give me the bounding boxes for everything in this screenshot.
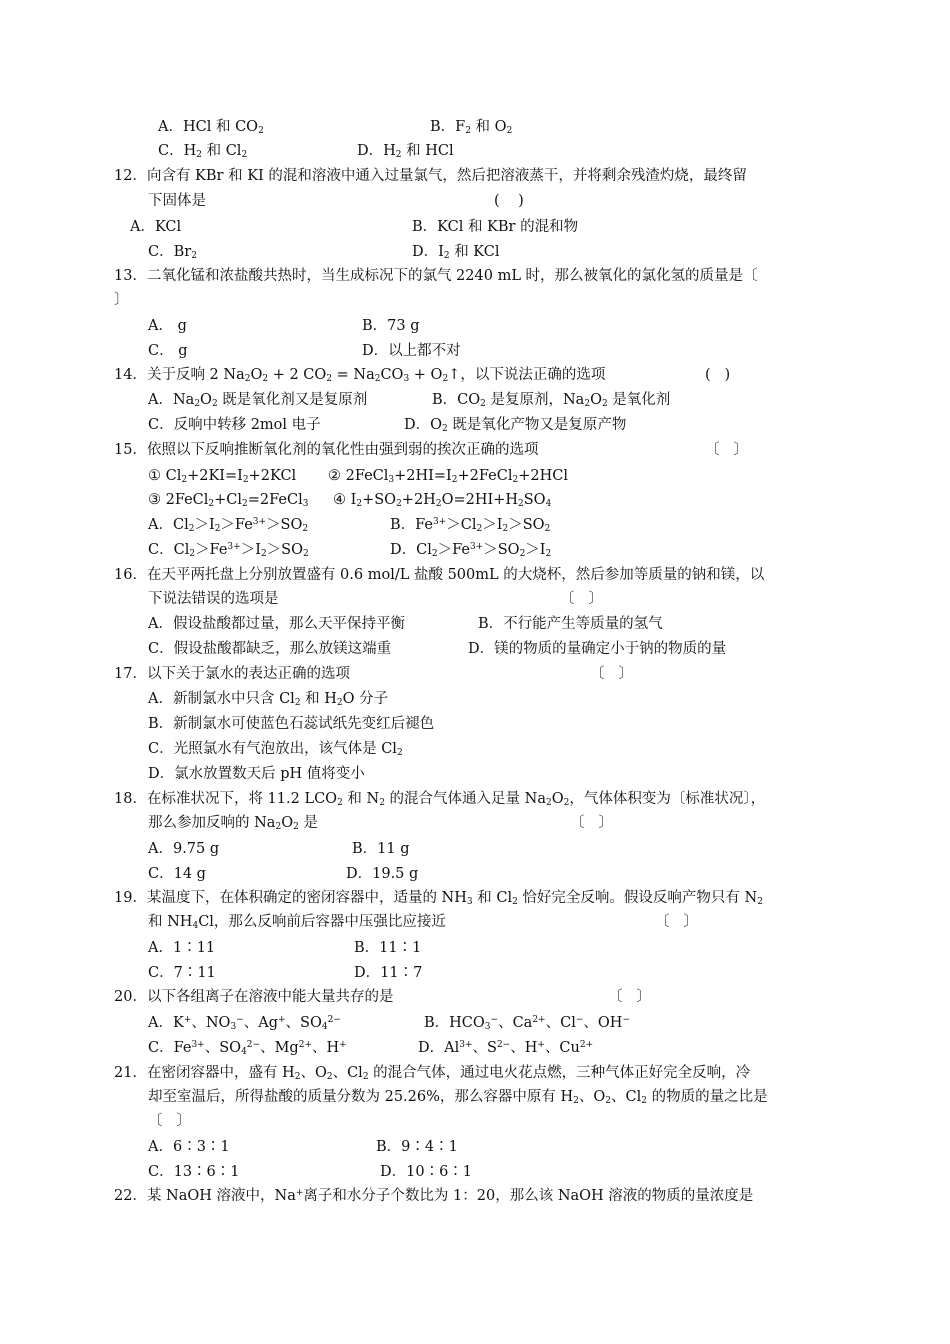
text-line: ( ): [705, 367, 731, 383]
text-line: D．镁的物质的量确定小于钠的物质的量: [468, 641, 727, 657]
text-line: B．73 g: [362, 318, 420, 334]
text-line: 〔 〕: [705, 442, 748, 458]
text-line: 〕: [114, 292, 129, 308]
text-line: C．14 g: [148, 866, 206, 882]
text-line: 15．依照以下反响推断氧化剂的氧化性由强到弱的挨次正确的选项: [114, 442, 539, 458]
text-line: A． g: [148, 318, 187, 334]
text-line: 〔 〕: [148, 1113, 191, 1129]
text-line: C．反响中转移 2mol 电子: [148, 417, 321, 433]
text-line: A．$Cl_2>I_2>Fe^{3+}>SO_2$: [148, 517, 309, 534]
text-line: A．HCl 和 $CO_2$: [158, 119, 264, 136]
text-line: B．$Fe^{3+}>Cl_2>I_2>SO_2$: [390, 517, 551, 534]
text-line: C．13∶6∶1: [148, 1164, 240, 1180]
text-line: 那么参加反响的 $Na_2O_2$ 是: [148, 815, 318, 832]
text-line: ① $Cl_2+2KI=I_2+2KCl$: [148, 468, 297, 485]
text-line: 〔 〕: [570, 815, 613, 831]
text-line: 14．关于反响 2 $Na_2O_2 + 2$ $CO_2 = Na_2CO_3$ + $O_2↑$，以下说法正确的选项: [114, 367, 606, 384]
text-line: 〔 〕: [655, 914, 698, 930]
text-line: C．7∶11: [148, 965, 216, 981]
text-line: C．光照氯水有气泡放出，该气体是 $Cl_2$: [148, 741, 403, 758]
text-line: ④ $I_2+SO_2+2H_2O=2HI+H_2SO_4$: [333, 492, 552, 509]
text-line: 18．在标准状况下，将 11.2 $LCO_2$ 和 $N_2$ 的混合气体通入足量 $Na_2O_2$，气体体积变为〔标准状况〕，: [114, 791, 766, 808]
text-line: A．假设盐酸都过量，那么天平保持平衡: [148, 616, 405, 632]
text-line: C．$Br_2$: [148, 244, 197, 261]
text-line: 〔 〕: [608, 989, 651, 1005]
text-line: A．9.75 g: [148, 841, 220, 857]
text-line: 和 $NH_4Cl$，那么反响前后容器中压强比应接近: [148, 914, 446, 931]
text-line: D．19.5 g: [346, 866, 419, 882]
text-line: B．$CO_2$ 是复原剂，$Na_2O_2$ 是氧化剂: [432, 392, 671, 409]
text-line: A．KCl: [130, 219, 182, 235]
text-line: C．$Fe^{3+}$、$SO_4^{2-}$、$Mg^{2+}$、H+: [148, 1040, 347, 1057]
text-line: 12．向含有 KBr 和 KI 的混和溶液中通入过量氯气，然后把溶液蒸干，并将剩余残渣灼烧，最终留: [114, 168, 747, 184]
text-line: 〔 〕: [560, 591, 603, 607]
text-line: C． g: [148, 343, 188, 359]
text-line: C．$H_2$ 和 $Cl_2$: [158, 143, 248, 160]
text-line: 下固体是: [148, 193, 206, 209]
text-line: 16．在天平两托盘上分别放置盛有 0.6 mol/L 盐酸 500mL 的大烧杯，然后参加等质量的钠和镁，以: [114, 567, 765, 583]
text-line: ② $2FeCl_3+2HI=I_2+2FeCl_2+2HCl$: [328, 468, 568, 485]
text-line: D．$I_2$ 和 KCl: [412, 244, 500, 261]
text-line: C．$Cl_2>Fe^{3+}>I_2>SO_2$: [148, 542, 309, 559]
text-line: D．氯水放置数天后 pH 值将变小: [148, 766, 365, 782]
text-line: 19．某温度下，在体积确定的密闭容器中，适量的 $NH_3$ 和 $Cl_2$ 恰好完全反响。假设反响产物只有 $N_2$: [114, 890, 763, 907]
text-line: 20．以下各组离子在溶液中能大量共存的是: [114, 989, 394, 1005]
text-line: A．1∶11: [148, 940, 216, 956]
text-line: 17．以下关于氯水的表达正确的选项: [114, 666, 350, 682]
text-line: A．6∶3∶1: [148, 1139, 230, 1155]
text-line: A．$Na_2O_2$ 既是氧化剂又是复原剂: [148, 392, 368, 409]
text-line: 却至室温后，所得盐酸的质量分数为 25.26%，那么容器中原有 $H_2$、$O_2$、$Cl_2$ 的物质的量之比是: [148, 1089, 768, 1106]
text-line: ( ): [494, 193, 524, 209]
text-line: D．11∶7: [354, 965, 423, 981]
text-line: B．$HCO_3^-$、$Ca^{2+}$、Cl−、OH−: [424, 1015, 630, 1032]
text-line: B．11∶1: [354, 940, 422, 956]
text-line: 22．某 NaOH 溶液中，Na+离子和水分子个数比为 1：20，那么该 NaOH 溶液的物质的量浓度是: [114, 1188, 754, 1204]
text-line: D．$Cl_2>Fe^{3+}>SO_2>I_2$: [390, 542, 552, 559]
text-line: A．新制氯水中只含 $Cl_2$ 和 $H_2O$ 分子: [148, 691, 389, 708]
text-line: 下说法错误的选项是: [148, 591, 279, 607]
text-line: D．$Al^{3+}$、$S^{2-}$、H+、$Cu^{2+}$: [418, 1040, 594, 1056]
text-line: D．$H_2$ 和 HCl: [357, 143, 454, 160]
text-line: B．不行能产生等质量的氢气: [478, 616, 663, 632]
text-line: 〔 〕: [590, 666, 633, 682]
text-line: 13．二氧化锰和浓盐酸共热时，当生成标况下的氯气 2240 mL 时，那么被氧化的氯化氢的质量是〔: [114, 268, 758, 284]
text-line: B．11 g: [352, 841, 410, 857]
text-line: B．9∶4∶1: [376, 1139, 458, 1155]
text-line: D．10∶6∶1: [380, 1164, 473, 1180]
text-line: D．以上都不对: [362, 343, 461, 359]
text-line: C．假设盐酸都缺乏，那么放镁这端重: [148, 641, 392, 657]
text-line: D．$O_2$ 既是氧化产物又是复原产物: [404, 417, 627, 434]
text-line: B．$F_2$ 和 $O_2$: [430, 119, 513, 136]
text-line: A．K+、$NO_3^-$、Ag+、$SO_4^{2-}$: [148, 1015, 341, 1032]
text-line: B．KCl 和 KBr 的混和物: [412, 219, 579, 235]
text-line: 21．在密闭容器中，盛有 $H_2$、$O_2$、$Cl_2$ 的混合气体，通过电火花点燃，三种气体正好完全反响，冷: [114, 1065, 751, 1082]
text-line: B．新制氯水可使蓝色石蕊试纸先变红后褪色: [148, 716, 435, 732]
text-line: ③ $2FeCl_2+Cl_2=2FeCl_3$: [148, 492, 309, 509]
